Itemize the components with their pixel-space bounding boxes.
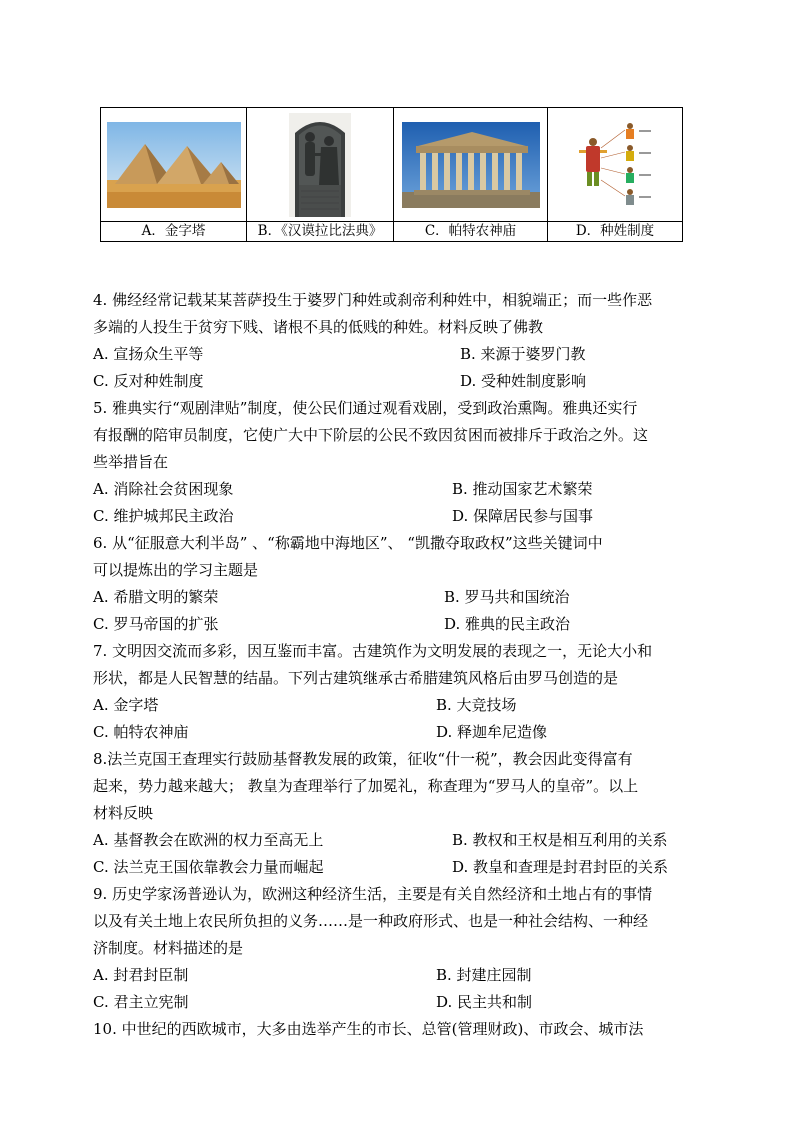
hammurabi-cell (247, 108, 394, 222)
q8-stem-line-1: 8.法兰克国王查理实行鼓励基督教发展的政策，征收“什一税”，教会因此变得富有 (93, 750, 633, 768)
q6-option-d[interactable]: D. 雅典的民主政治 (444, 615, 571, 633)
q4-option-d[interactable]: D. 受种姓制度影响 (460, 372, 587, 390)
caption-b: B．《汉谟拉比法典》 (247, 222, 394, 242)
q8-stem-line-3: 材料反映 (93, 804, 154, 822)
q9-option-c[interactable]: C. 君主立宪制 (93, 993, 189, 1011)
q6-stem-line-2: 可以提炼出的学习主题是 (93, 561, 259, 579)
q9-option-b[interactable]: B. 封建庄园制 (436, 966, 532, 984)
q5-option-c[interactable]: C. 维护城邦民主政治 (93, 507, 234, 525)
q7-option-c[interactable]: C. 帕特农神庙 (93, 723, 189, 741)
q7-stem-line-2: 形状，都是人民智慧的结晶。下列古建筑继承古希腊建筑风格后由罗马创造的是 (93, 669, 619, 687)
caption-d: D．种姓制度 (548, 222, 683, 242)
parthenon-cell (394, 108, 548, 222)
q9-option-a[interactable]: A. 封君封臣制 (93, 966, 189, 984)
caste-cell (548, 108, 683, 222)
q5-option-d[interactable]: D. 保障居民参与国事 (452, 507, 594, 525)
q4-stem-line-2: 多端的人投生于贫穷下贱、诸根不具的低贱的种姓。材料反映了佛教 (93, 318, 544, 336)
q8-stem-line-2: 起来，势力越来越大； 教皇为查理举行了加冕礼，称查理为“罗马人的皇帝”。以上 (93, 777, 639, 795)
q9-option-d[interactable]: D. 民主共和制 (436, 993, 533, 1011)
q5-option-b[interactable]: B. 推动国家艺术繁荣 (452, 480, 593, 498)
q6-option-b[interactable]: B. 罗马共和国统治 (444, 588, 570, 606)
pyramids-photo (107, 122, 241, 208)
q9-stem-line-2: 以及有关土地上农民所负担的义务……是一种政府形式、也是一种社会结构、一种经 (93, 912, 649, 930)
q4-option-c[interactable]: C. 反对种姓制度 (93, 372, 204, 390)
pyramids-cell (101, 108, 247, 222)
q6-stem-line-1: 6. 从“征服意大利半岛” 、“称霸地中海地区”、 “凯撒夺取政权”这些关键词中 (93, 534, 603, 552)
q5-option-a[interactable]: A. 消除社会贫困现象 (93, 480, 234, 498)
q4-option-b[interactable]: B. 来源于婆罗门教 (460, 345, 586, 363)
q7-option-b[interactable]: B. 大竞技场 (436, 696, 517, 714)
q8-option-a[interactable]: A. 基督教会在欧洲的权力至高无上 (93, 831, 324, 849)
q8-option-c[interactable]: C. 法兰克王国依靠教会力量而崛起 (93, 858, 324, 876)
image-options-table (100, 107, 683, 242)
parthenon-photo (402, 122, 540, 208)
q8-option-b[interactable]: B. 教权和王权是相互利用的关系 (452, 831, 668, 849)
q5-stem-line-3: 些举措旨在 (93, 453, 169, 471)
q4-option-a[interactable]: A. 宣扬众生平等 (93, 345, 204, 363)
hammurabi-code-stele-photo (289, 113, 351, 217)
q5-stem-line-1: 5. 雅典实行“观剧津贴”制度，使公民们通过观看戏剧，受到政治熏陶。雅典还实行 (93, 399, 638, 417)
q9-stem-line-3: 济制度。材料描述的是 (93, 939, 244, 957)
q8-option-d[interactable]: D. 教皇和查理是封君封臣的关系 (452, 858, 669, 876)
caste-system-diagram (575, 118, 655, 212)
q9-stem-line-1: 9. 历史学家汤普逊认为，欧洲这种经济生活，主要是有关自然经济和土地占有的事情 (93, 885, 653, 903)
q7-option-a[interactable]: A. 金字塔 (93, 696, 159, 714)
q6-option-a[interactable]: A. 希腊文明的繁荣 (93, 588, 219, 606)
q7-stem-line-1: 7. 文明因交流而多彩，因互鉴而丰富。古建筑作为文明发展的表现之一，无论大小和 (93, 642, 653, 660)
q7-option-d[interactable]: D. 释迦牟尼造像 (436, 723, 548, 741)
q4-stem-line-1: 4. 佛经经常记载某某菩萨投生于婆罗门种姓或刹帝利种姓中，相貌端正；而一些作恶 (93, 291, 653, 309)
caption-c: C．帕特农神庙 (394, 222, 548, 242)
q5-stem-line-2: 有报酬的陪审员制度，它使广大中下阶层的公民不致因贫困而被排斥于政治之外。这 (93, 426, 649, 444)
q6-option-c[interactable]: C. 罗马帝国的扩张 (93, 615, 219, 633)
caption-a: A．金字塔 (101, 222, 247, 242)
q10-stem-line-1: 10. 中世纪的西欧城市，大多由选举产生的市长、总管(管理财政)、市政会、城市法 (93, 1020, 644, 1038)
